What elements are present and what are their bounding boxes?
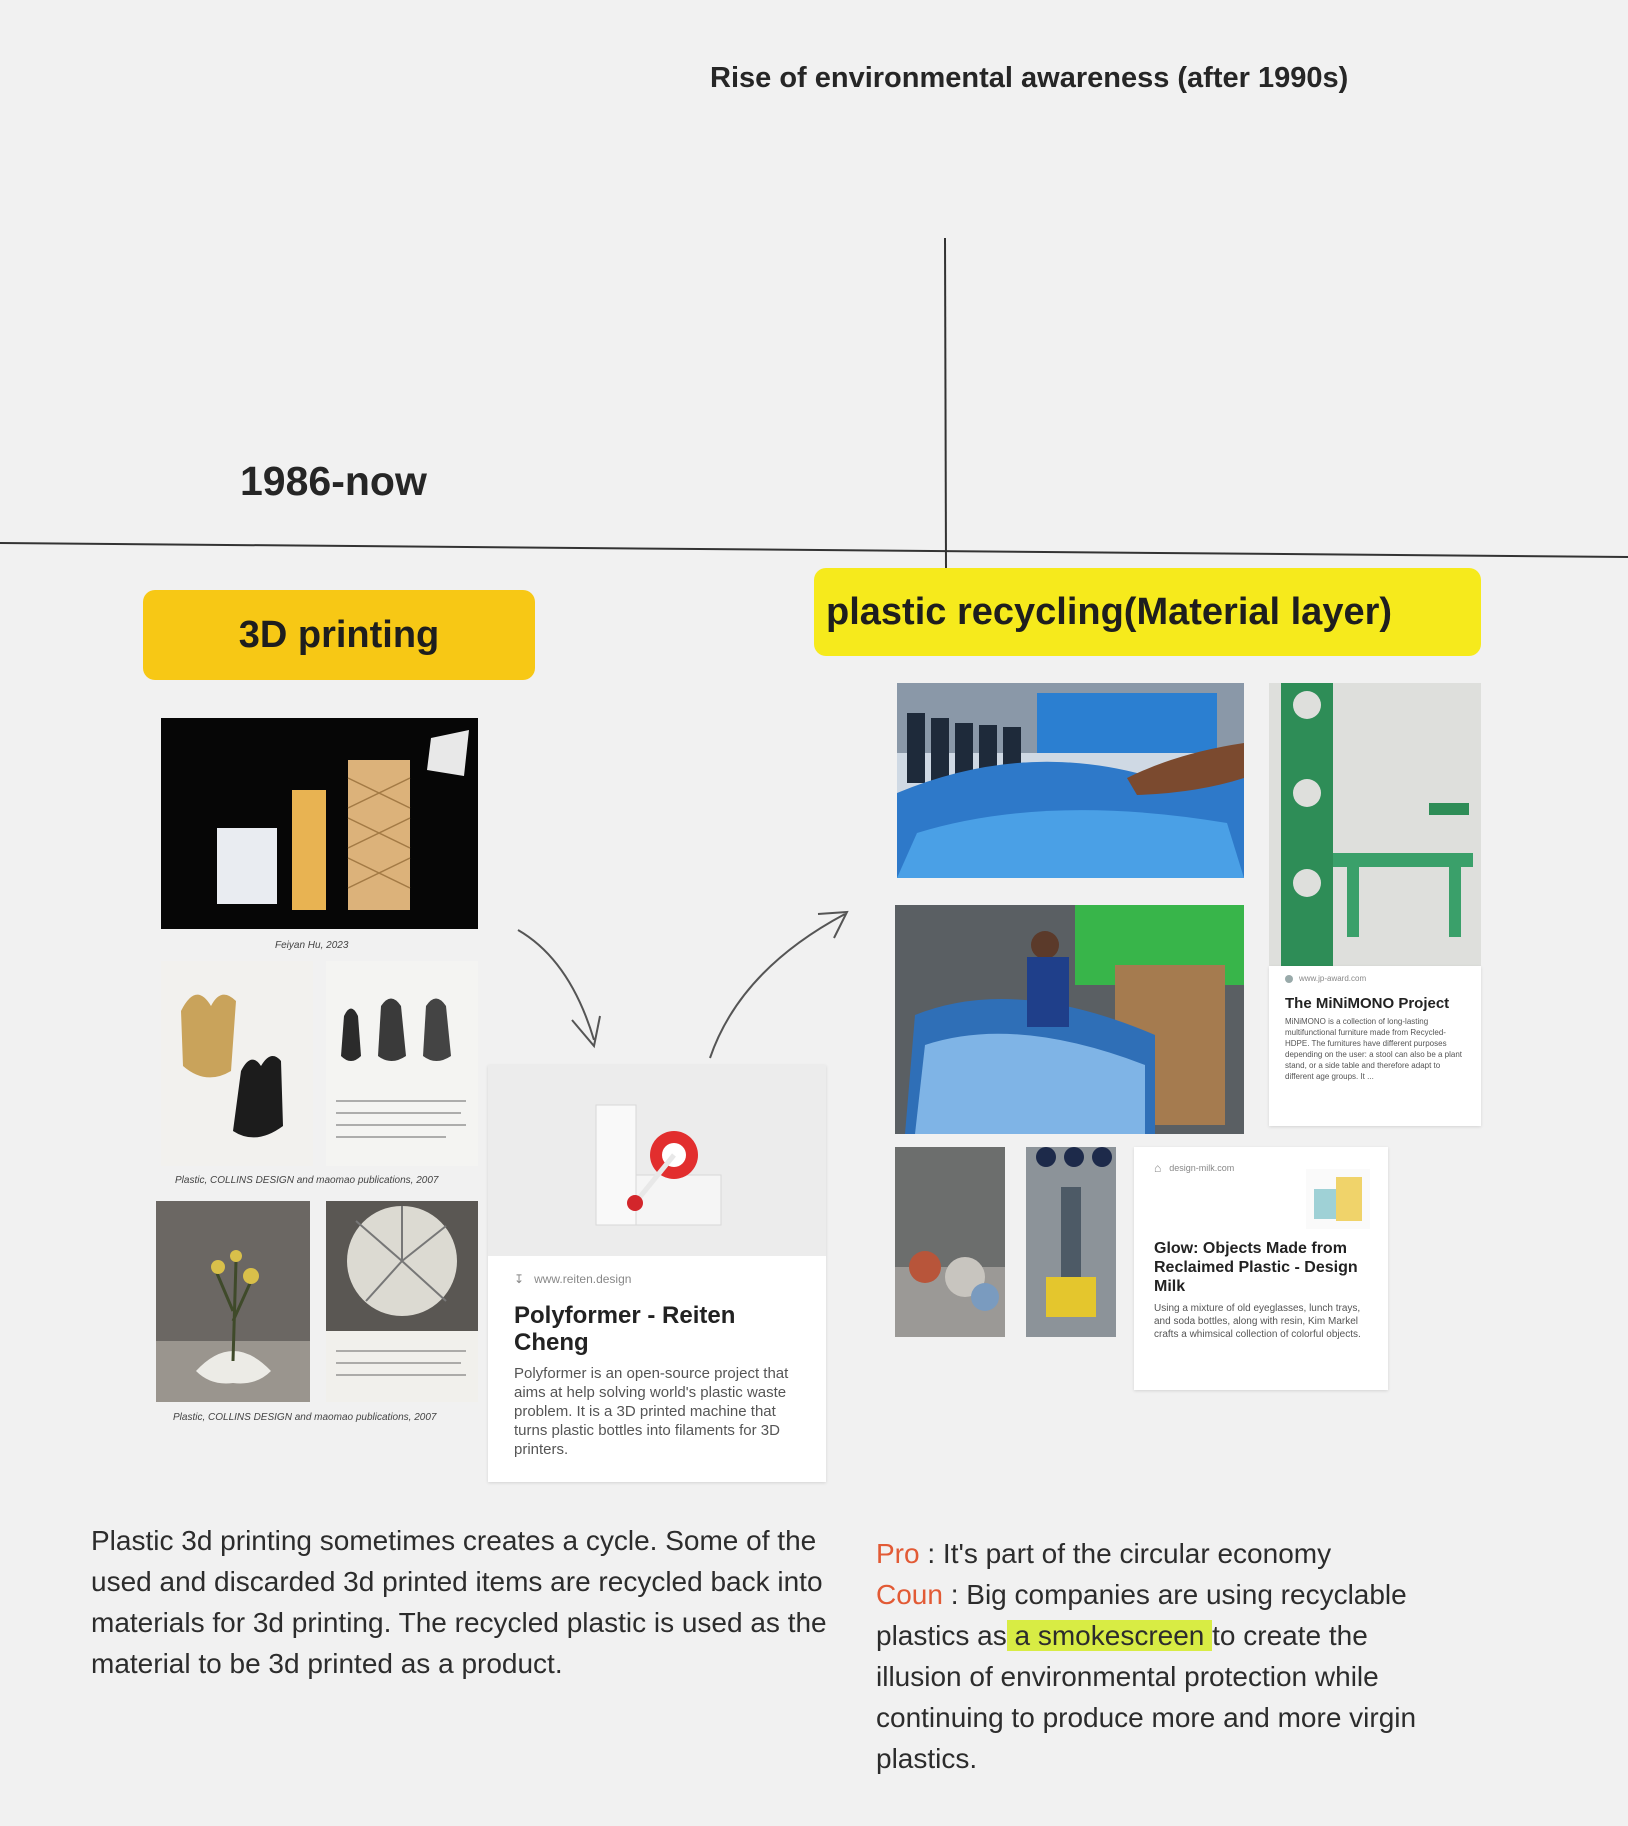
polyformer-description: Polyformer is an open-source project that aims at help solving world's plastic waste problem. It is a 3D printed machine that turns plastic bottles into filaments for 3D printers.	[514, 1365, 789, 1458]
minimono-title[interactable]: The MiNiMONO Project	[1285, 995, 1450, 1012]
cycle-arrows	[510, 900, 860, 1070]
timeline-lines	[0, 0, 1628, 600]
arrow-out	[710, 914, 845, 1058]
lamp-caption: Feiyan Hu, 2023	[275, 940, 349, 951]
worker-bales-photo[interactable]	[895, 905, 1244, 1134]
sticky-3d-printing[interactable]: 3D printing	[143, 590, 535, 680]
pro-text: : It's part of the circular economy	[919, 1538, 1332, 1569]
minimono-description: MiNiMONO is a collection of long-lasting multifunctional furniture made from Recycled-HDPE. The furnitures have different purposes depending on the user: a stool can also be a plant stand, or a side table and therefore adapt to different age groups. It ...	[1285, 1017, 1463, 1081]
sticky-plastic-recycling[interactable]: plastic recycling(Material layer)	[814, 568, 1481, 656]
arrow-in	[518, 930, 594, 1040]
timeline-divider	[945, 238, 946, 568]
arrow-in-head	[572, 1016, 600, 1046]
coral-sketch-photo[interactable]	[326, 1201, 478, 1402]
lamp-photo[interactable]	[161, 718, 478, 929]
coral-sculpture-photo[interactable]	[156, 1201, 310, 1402]
con-paragraph	[876, 1574, 1436, 1779]
highlighted-phrase: a smokescreen	[1006, 1620, 1213, 1651]
glow-title[interactable]: Glow: Objects Made from Reclaimed Plastic - Design Milk	[1154, 1240, 1358, 1295]
minimono-card[interactable]	[1269, 966, 1481, 1126]
pro-con-note	[876, 1533, 1436, 1779]
glow-description: Using a mixture of old eyeglasses, lunch trays, and soda bottles, along with resin, Kim Markel crafts a whimsical collection of colorful objects.	[1154, 1303, 1361, 1340]
sorting-machine-photo[interactable]	[1026, 1147, 1116, 1337]
polyformer-card[interactable]	[488, 1065, 826, 1482]
era-label: 1986-now	[240, 458, 427, 504]
section-heading: Rise of environmental awareness (after 1990s)	[710, 62, 1349, 94]
blue-plastic-flakes-photo[interactable]	[897, 683, 1244, 878]
polyformer-image	[488, 1065, 826, 1256]
con-label: Coun	[876, 1579, 943, 1610]
polyformer-source[interactable]	[514, 1272, 800, 1286]
bag-sketches-photo[interactable]	[326, 961, 478, 1166]
pro-label: Pro	[876, 1538, 920, 1569]
bags-caption: Plastic, COLLINS DESIGN and maomao publications, 2007	[175, 1175, 439, 1186]
pro-line	[876, 1533, 1436, 1574]
knit-bags-photo[interactable]	[161, 961, 313, 1166]
minimono-furniture-photo[interactable]	[1269, 683, 1481, 966]
timeline-axis	[0, 543, 1628, 557]
site-favicon-icon	[1285, 975, 1293, 983]
polyformer-title[interactable]: Polyformer - Reiten Cheng	[514, 1302, 736, 1356]
recycling-facility-photo[interactable]	[895, 1147, 1005, 1337]
glow-source-text: design-milk.com	[1169, 1163, 1235, 1173]
home-icon: ⌂	[1154, 1161, 1162, 1175]
cycle-note: Plastic 3d printing sometimes creates a cycle. Some of the used and discarded 3d printed items are recycled back into materials for 3d printing. The recycled plastic is used as the material to be 3d printed as a product.	[91, 1525, 827, 1679]
con-text-end: to create the illusion of environmental protection while continuing to produce more and more virgin plastics.	[876, 1620, 1417, 1774]
minimono-source[interactable]	[1285, 974, 1465, 983]
glow-card[interactable]	[1134, 1147, 1388, 1390]
link-icon: ↧	[514, 1272, 525, 1286]
coral-caption: Plastic, COLLINS DESIGN and maomao publications, 2007	[173, 1412, 437, 1423]
glow-thumbnail	[1306, 1169, 1370, 1229]
polyformer-source-text: www.reiten.design	[534, 1272, 632, 1286]
con-text-start: : Big companies are using recyclable plastics as	[876, 1579, 1407, 1651]
minimono-source-text: www.jp-award.com	[1299, 974, 1367, 983]
